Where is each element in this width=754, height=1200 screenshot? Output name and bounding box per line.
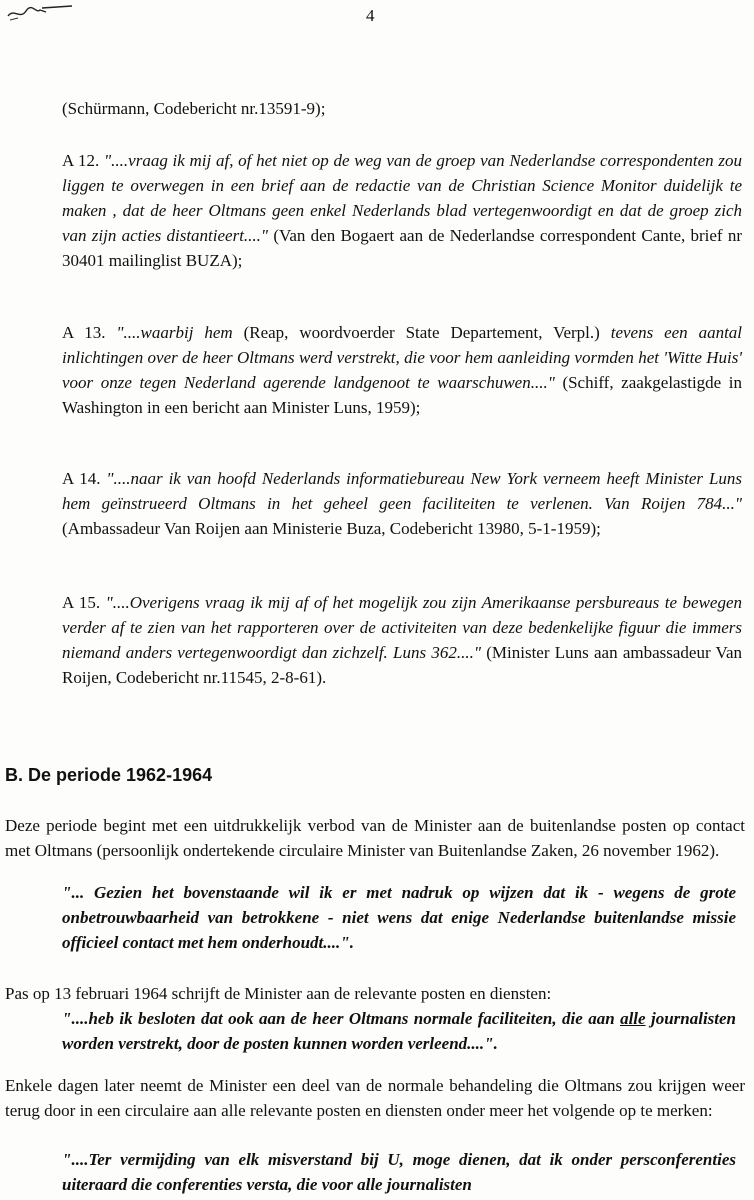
annex-item-a12	[62, 148, 742, 273]
annex-label: A 14.	[62, 469, 101, 488]
annex-label: A 15.	[62, 593, 101, 612]
annex-label: A 12.	[62, 151, 100, 170]
annex-quote: "....vraag ik mij af, of het niet op de weg van de groep van Nederlandse correspondenten zou liggen te overwegen in een brief aan de redactie van de Christian Science Monitor duidelijk te maken , dat de heer Oltmans geen enkel Nederlands blad vertegenwoordigt en dat de groep zich van zijn acties distantieert...."	[62, 151, 743, 245]
block-quote-text: journalisten worden verstrekt, door de posten kunnen worden verleend....".	[62, 1009, 737, 1053]
underlined-word: alle	[620, 1009, 646, 1028]
annex-source: (Minister Luns aan ambassadeur Van Roijen, Codebericht nr.11545, 2-8-61).	[62, 643, 742, 687]
citation-paragraph: (Schürmann, Codebericht nr.13591-9);	[62, 99, 326, 118]
annex-source: (Schiff, zaakgelastigde in Washington in een bericht aan Minister Luns, 1959);	[62, 373, 742, 417]
section-heading: B. De periode 1962-1964	[5, 765, 213, 785]
page-number: 4	[366, 6, 375, 25]
body-paragraph: Pas op 13 februari 1964 schrijft de Minister aan de relevante posten en diensten:	[5, 984, 552, 1003]
annex-quote: "....naar ik van hoofd Nederlands informatiebureau New York verneem heeft Minister Luns hem geïnstrueerd Oltmans in het geheel geen faciliteiten te verlenen. Van Roijen 784..."	[62, 469, 743, 513]
handwritten-mark-icon	[6, 2, 76, 24]
annex-source: (Ambassadeur Van Roijen aan Ministerie Buza, Codebericht 13980, 5-1-1959);	[62, 519, 601, 538]
annex-source: (Van den Bogaert aan de Nederlandse correspondent Cante, brief nr 30401 mailinglist BUZA);	[62, 226, 742, 270]
annex-quote: "....Overigens vraag ik mij af of het mogelijk zou zijn Amerikaanse persbureaus te bewegen verder af te zien van het rapporteren over de activiteiten van deze bedenkelijke figuur die immers niemand anders vertegenwoordigt dan zichzelf. Luns 362...."	[62, 593, 743, 662]
annex-item-a15	[62, 590, 742, 690]
annex-item-a13	[62, 320, 742, 420]
body-paragraph: Enkele dagen later neemt de Minister een deel van de normale behandeling die Oltmans zou krijgen weer terug door in een circulaire aan alle relevante posten en diensten onder meer het volgende op te merken:	[5, 1076, 745, 1120]
annex-quote-continued: tevens een aantal inlichtingen over de heer Oltmans werd verstrekt, die voor hem aanleiding vormden het 'Witte Huis' voor onze tegen Nederland agerende landgenoot te waarschuwen...."	[62, 323, 743, 392]
annex-item-a14	[62, 466, 742, 541]
annex-label: A 13.	[62, 323, 106, 342]
body-paragraph: Deze periode begint met een uitdrukkelijk verbod van de Minister aan de buitenlandse posten op contact met Oltmans (persoonlijk ondertekende circulaire Minister van Buitenlandse Zaken, 26 november 1962).	[5, 816, 745, 860]
block-quote-text: "....heb ik besloten dat ook aan de heer Oltmans normale faciliteiten, die aan	[62, 1009, 615, 1028]
annex-quote: "....waarbij hem	[116, 323, 233, 342]
block-quote: "... Gezien het bovenstaande wil ik er met nadruk op wijzen dat ik - wegens de grote onbetrouwbaarheid van betrokkene - niet wens dat enige Nederlandse buitenlandse missie officieel contact met hem onderhoudt....".	[62, 883, 736, 952]
block-quote	[62, 1006, 736, 1056]
block-quote: "....Ter vermijding van elk misverstand bij U, moge dienen, dat ik onder persconferenties uiteraard die conferenties versta, die voor alle journalisten	[62, 1150, 736, 1194]
annex-aside: (Reap, woordvoerder State Departement, Verpl.)	[243, 323, 600, 342]
